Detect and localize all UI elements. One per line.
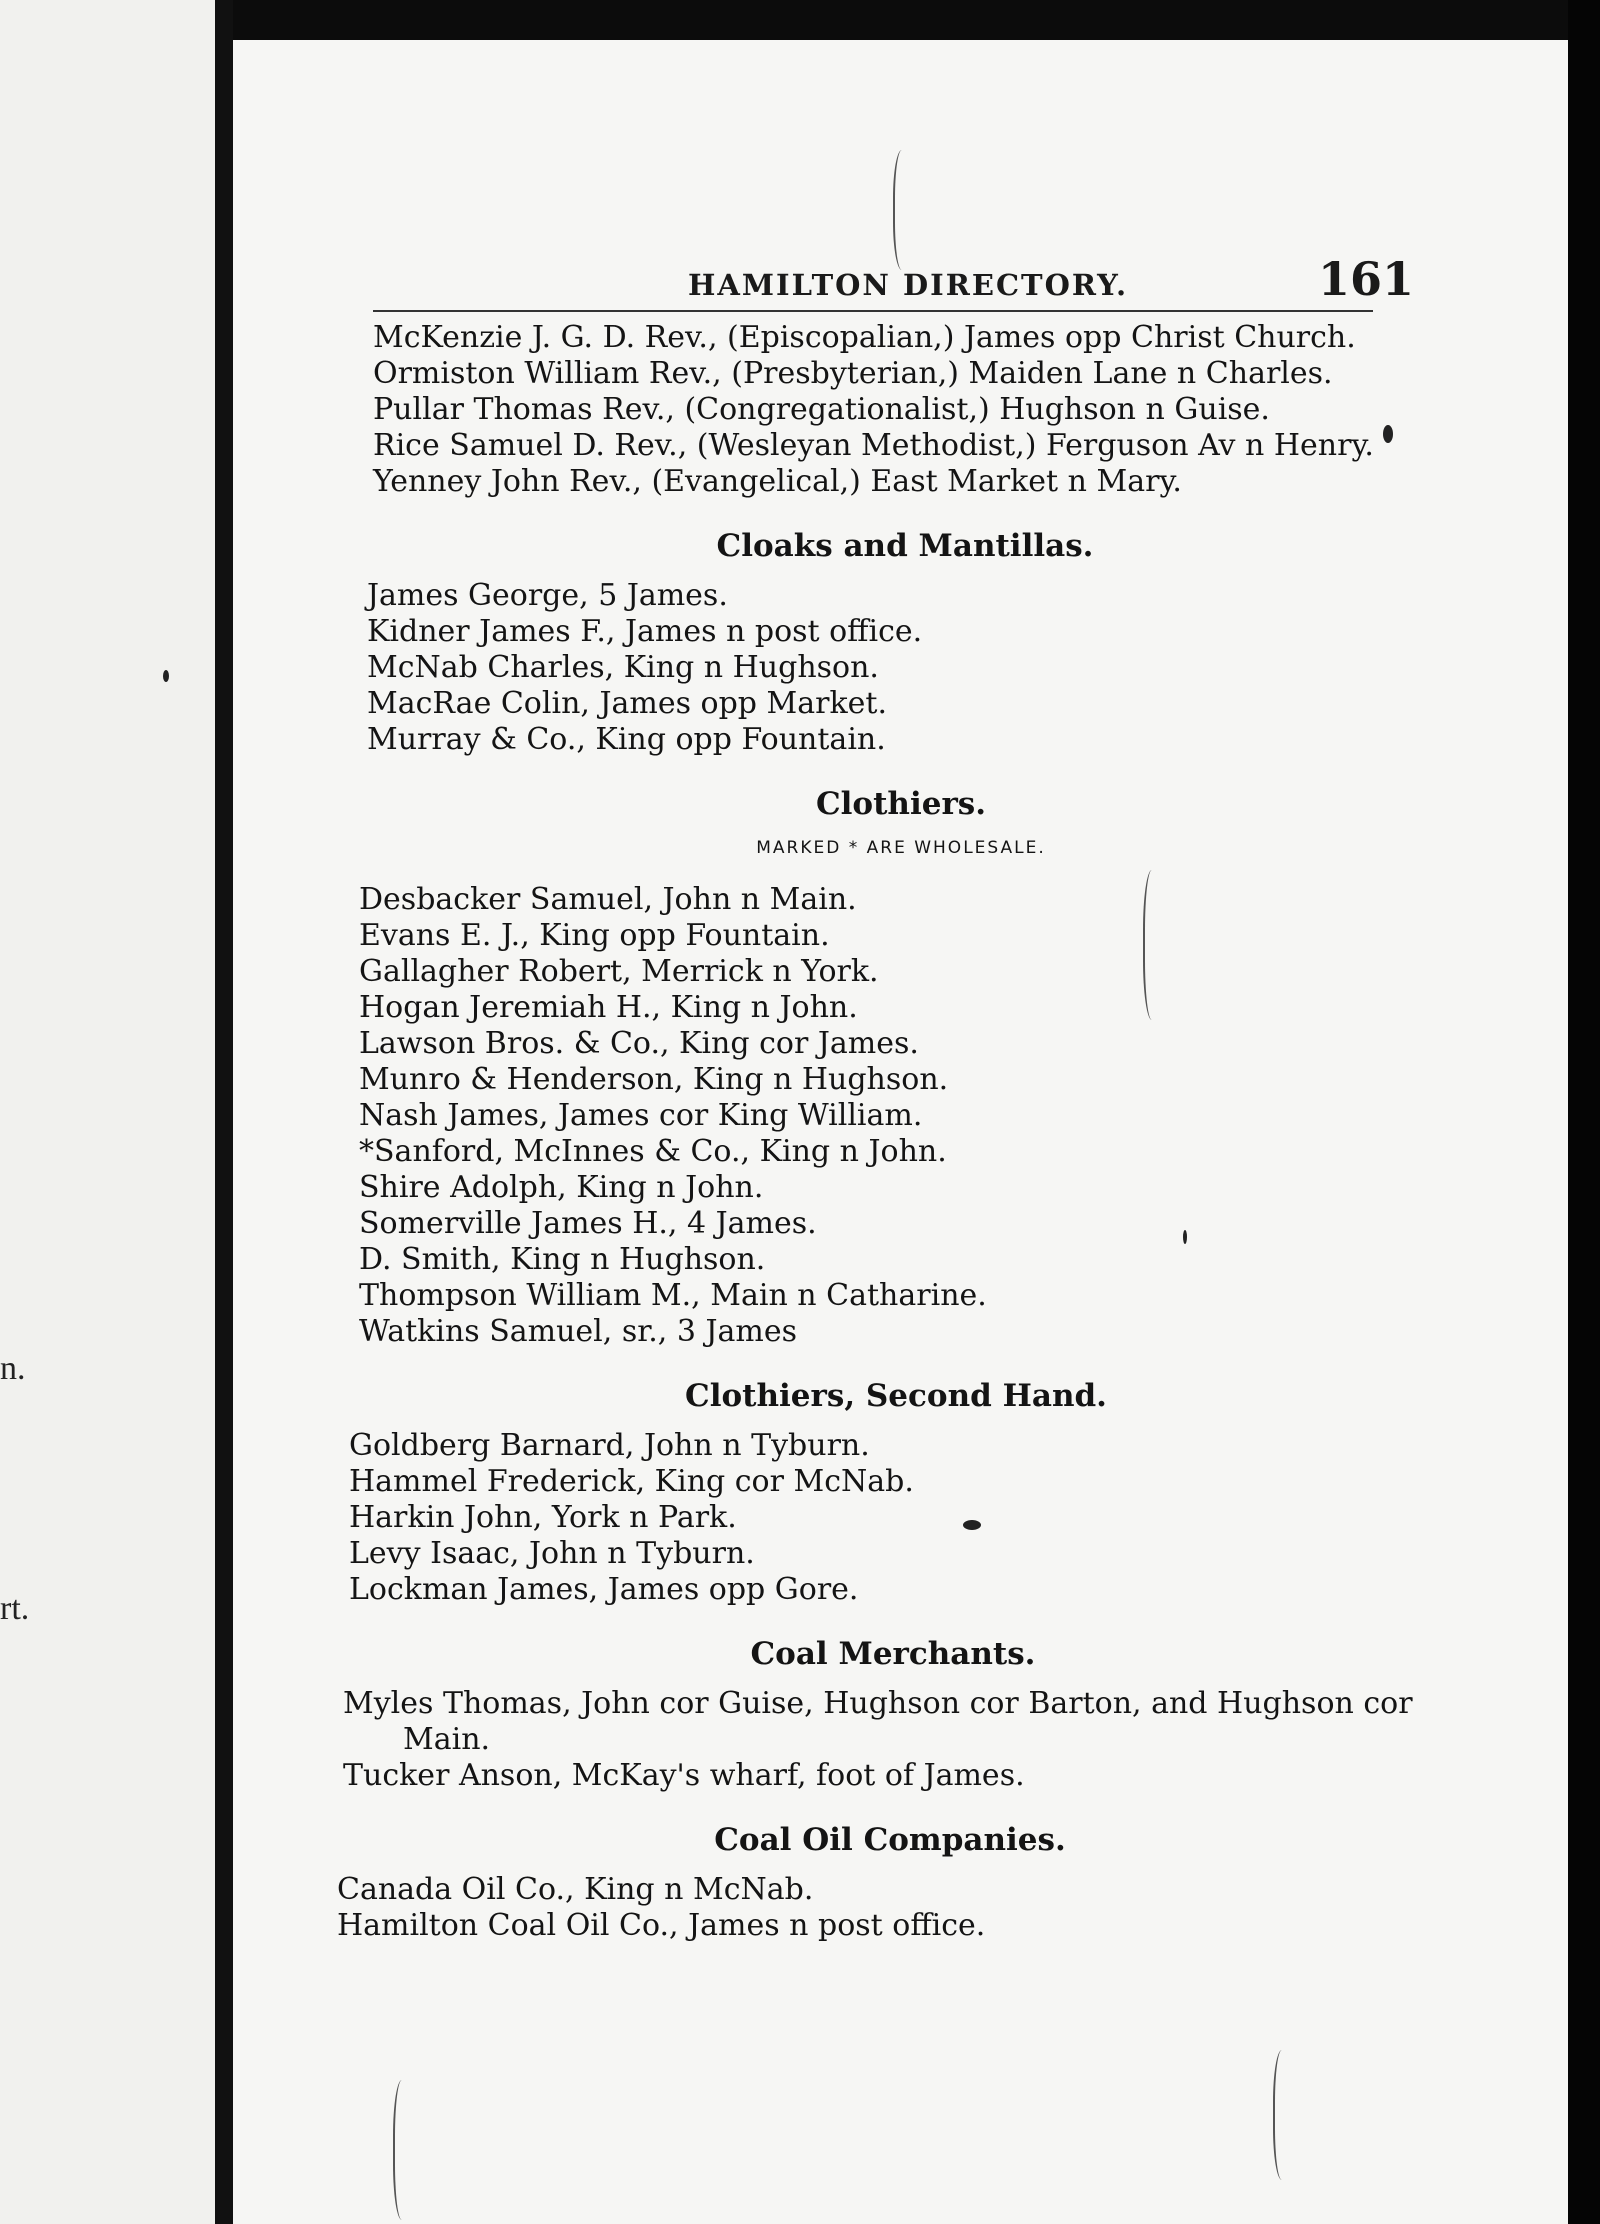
list-item: Murray & Co., King opp Fountain. — [367, 722, 886, 757]
list-item: Shire Adolph, King n John. — [359, 1170, 764, 1205]
list-item: Goldberg Barnard, John n Tyburn. — [349, 1428, 870, 1463]
adjacent-page-margin — [0, 0, 225, 2224]
adjacent-page-fragment: n. — [0, 1350, 26, 1387]
scan-hair — [1273, 2050, 1295, 2180]
list-item: Munro & Henderson, King n Hughson. — [359, 1062, 949, 1097]
section-heading: Coal Merchants. — [750, 1636, 1036, 1672]
section-coal-merchants — [333, 1636, 1443, 1794]
list-item: Ormiston William Rev., (Presbyterian,) Maiden Lane n Charles. — [373, 356, 1333, 391]
section-heading: Clothiers, Second Hand. — [685, 1378, 1107, 1414]
entry-text: Myles Thomas, John cor Guise, Hughson cor Barton, and Hughson cor — [343, 1686, 1413, 1721]
list-item: Hammel Frederick, King cor McNab. — [349, 1464, 914, 1499]
scan-hair — [893, 150, 915, 270]
section-heading: Cloaks and Mantillas. — [716, 528, 1094, 564]
list-item: Lawson Bros. & Co., King cor James. — [359, 1026, 919, 1061]
list-item: D. Smith, King n Hughson. — [359, 1242, 766, 1277]
list-item: Evans E. J., King opp Fountain. — [359, 918, 830, 953]
entry-continuation: Main. — [403, 1722, 491, 1757]
list-item: Desbacker Samuel, John n Main. — [359, 882, 857, 917]
book-edge — [1568, 0, 1600, 2224]
list-item: Canada Oil Co., King n McNab. — [337, 1872, 814, 1907]
adjacent-page-fragment: rt. — [0, 1590, 30, 1627]
section-clothiers-second-hand — [333, 1378, 1443, 1608]
page-title: HAMILTON DIRECTORY. — [688, 268, 1129, 302]
list-item — [343, 1686, 1443, 1758]
list-item: Somerville James H., 4 James. — [359, 1206, 817, 1241]
list-item: Hogan Jeremiah H., King n John. — [359, 990, 858, 1025]
list-item: Harkin John, York n Park. — [349, 1500, 737, 1535]
section-note: MARKED * ARE WHOLESALE. — [756, 838, 1046, 858]
list-item: Tucker Anson, McKay's wharf, foot of James. — [343, 1758, 1025, 1793]
list-item: Thompson William M., Main n Catharine. — [359, 1278, 987, 1313]
book-gutter — [215, 0, 233, 2224]
list-item: Nash James, James cor King William. — [359, 1098, 923, 1133]
list-item: Gallagher Robert, Merrick n York. — [359, 954, 879, 989]
list-item: McNab Charles, King n Hughson. — [367, 650, 879, 685]
list-item: Yenney John Rev., (Evangelical,) East Market n Mary. — [373, 464, 1182, 499]
section-heading: Clothiers. — [815, 786, 987, 822]
scan-hair — [1143, 870, 1165, 1020]
list-item: Hamilton Coal Oil Co., James n post office. — [337, 1908, 986, 1943]
list-item: MacRae Colin, James opp Market. — [367, 686, 887, 721]
list-item: Watkins Samuel, sr., 3 James — [359, 1314, 798, 1349]
section-clothiers — [333, 786, 1443, 1350]
list-item: Levy Isaac, John n Tyburn. — [349, 1536, 755, 1571]
page-number: 161 — [1318, 252, 1415, 306]
scan-speck — [1183, 1230, 1187, 1244]
directory-page — [233, 40, 1568, 2224]
section-clergy — [333, 320, 1443, 500]
list-item: McKenzie J. G. D. Rev., (Episcopalian,) James opp Christ Church. — [373, 320, 1356, 355]
list-item: Kidner James F., James n post office. — [367, 614, 923, 649]
list-item: Pullar Thomas Rev., (Congregationalist,) Hughson n Guise. — [373, 392, 1270, 427]
list-item: James George, 5 James. — [367, 578, 728, 613]
list-item: Lockman James, James opp Gore. — [349, 1572, 859, 1607]
scan-speck — [963, 1520, 981, 1530]
scan-speck — [163, 670, 169, 682]
scan-speck — [1383, 425, 1393, 443]
list-item: *Sanford, McInnes & Co., King n John. — [359, 1134, 947, 1169]
directory-content — [333, 320, 1443, 1944]
section-cloaks — [333, 528, 1443, 758]
scan-hair — [393, 2080, 415, 2220]
header-rule — [373, 310, 1373, 312]
section-coal-oil-companies — [333, 1822, 1443, 1944]
list-item: Rice Samuel D. Rev., (Wesleyan Methodist,) Ferguson Av n Henry. — [373, 428, 1374, 463]
section-heading: Coal Oil Companies. — [714, 1822, 1066, 1858]
